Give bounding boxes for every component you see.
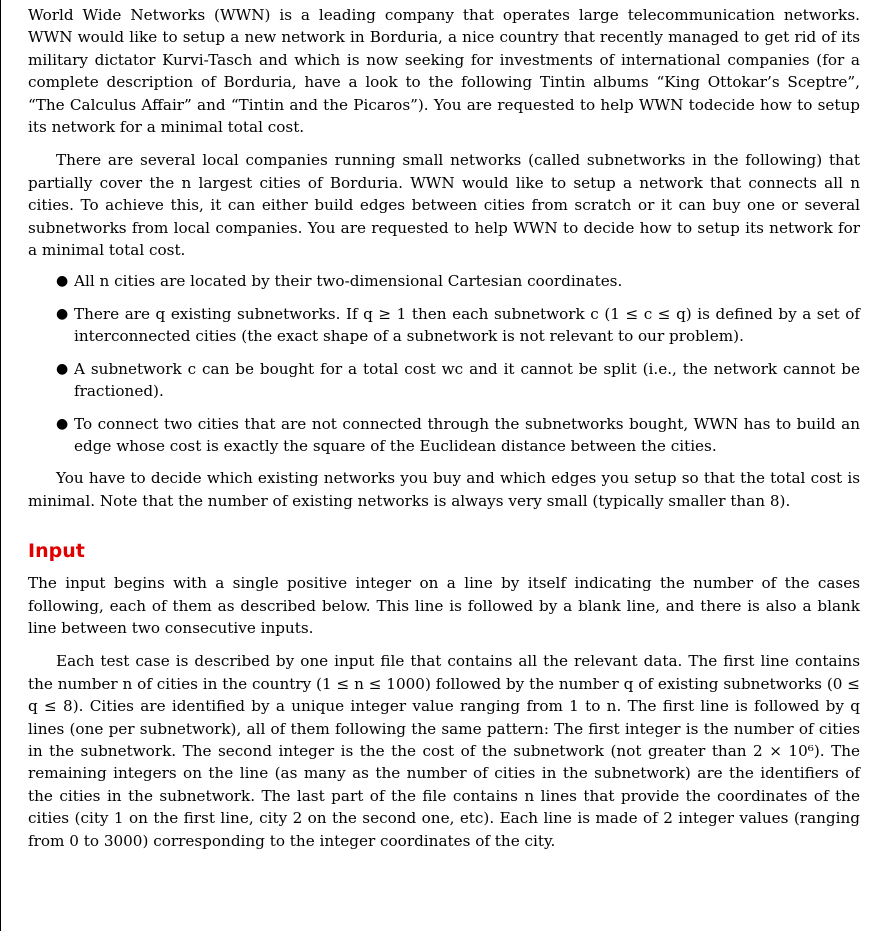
bullet-icon: ●: [56, 360, 69, 377]
list-item: [28, 303, 860, 348]
input-paragraph-2: Each test case is described by one input file that contains all the relevant data. The first line contains the number n of cities in the country (1 ≤ n ≤ 1000) followed by the number q of existing subnetworks (0 ≤ q ≤ 8). Cities are identified by a unique integer value ranging from 1 to n. The first line is followed by q lines (one per subnetwork), all of them following the same pattern: The first integer is the number of cities in the subnetwork. The second integer is the the cost of the subnetwork (not greater than 2 × 10⁶). The remaining integers on the line (as many as the number of cities in the subnetwork) are the identifiers of the cities in the subnetwork. The last part of the file contains n lines that provide the coordinates of the cities (city 1 on the first line, city 2 on the second one, etc). Each line is made of 2 integer values (ranging from 0 to 3000) corresponding to the integer coordinates of the city.: [28, 652, 860, 850]
list-item: [28, 270, 860, 292]
problem-statement: [28, 4, 860, 852]
list-item: [28, 358, 860, 403]
list-item-text: All n cities are located by their two-dimensional Cartesian coordinates.: [74, 272, 623, 291]
intro-paragraph-1: World Wide Networks (WWN) is a leading company that operates large telecommunication networks. WWN would like to setup a new network in Borduria, a nice country that recently managed to get rid of its military dictator Kurvi-Tasch and which is now seeking for investments of international companies (for a complete description of Borduria, have a look to the following Tintin albums “King Ottokar’s Sceptre”, “The Calculus Affair” and “Tintin and the Picaros”). You are requested to help WWN todecide how to setup its network for a minimal total cost.: [28, 6, 860, 137]
left-border-rule: [0, 0, 1, 931]
bullet-icon: ●: [56, 273, 69, 290]
closing-paragraph: You have to decide which existing networks you buy and which edges you setup so that the total cost is minimal. Note that the number of existing networks is always very small (typically smaller than 8).: [28, 469, 860, 510]
requirements-list: [28, 270, 860, 457]
list-item-text: To connect two cities that are not connected through the subnetworks bought, WWN has to build an edge whose cost is exactly the square of the Euclidean distance between the cities.: [74, 414, 860, 455]
bullet-icon: ●: [56, 305, 69, 322]
bullet-icon: ●: [56, 415, 69, 432]
intro-paragraph-2: There are several local companies running small networks (called subnetworks in the following) that partially cover the n largest cities of Borduria. WWN would like to setup a network that connects all n cities. To achieve this, it can either build edges between cities from scratch or it can buy one or several subnetworks from local companies. You are requested to help WWN to decide how to setup its network for a minimal total cost.: [28, 151, 860, 260]
list-item-text: There are q existing subnetworks. If q ≥ 1 then each subnetwork c (1 ≤ c ≤ q) is defined by a set of interconnected cities (the exact shape of a subnetwork is not relevant to our problem).: [74, 304, 860, 346]
list-item-text: A subnetwork c can be bought for a total cost wc and it cannot be split (i.e., the network cannot be fractioned).: [74, 359, 860, 401]
list-item: [28, 413, 860, 458]
input-paragraph-1: The input begins with a single positive integer on a line by itself indicating the number of the cases following, each of them as described below. This line is followed by a blank line, and there is also a blank line between two consecutive inputs.: [28, 574, 860, 637]
input-heading: Input: [28, 540, 85, 563]
